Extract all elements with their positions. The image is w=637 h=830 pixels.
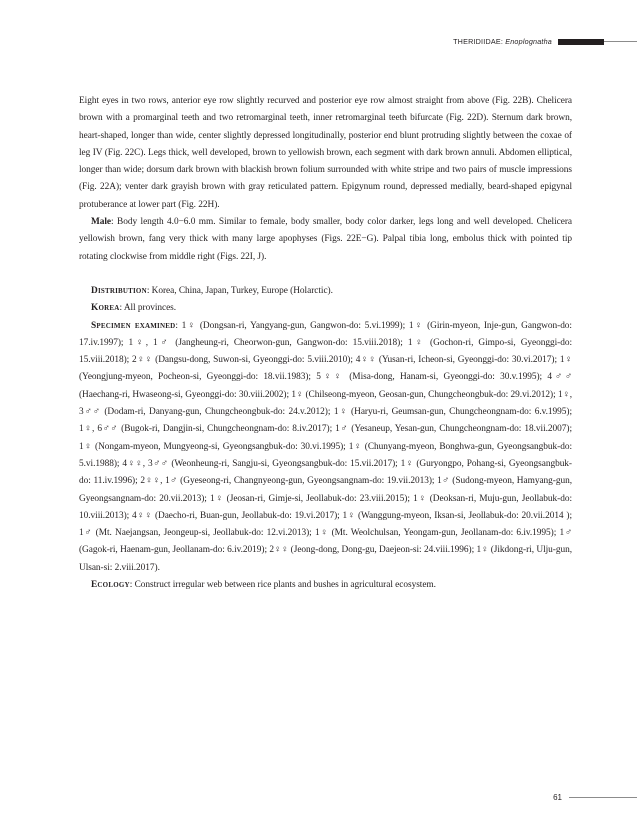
korea-label: Korea xyxy=(91,303,120,314)
korea-text: : All provinces. xyxy=(119,303,177,314)
ecology-text: : Construct irregular web between rice plants and bushes in agricultural ecosystem. xyxy=(129,580,436,591)
footer-rule xyxy=(569,797,637,798)
distribution-text: : Korea, China, Japan, Turkey, Europe (Holarctic). xyxy=(146,285,333,296)
ecology-paragraph xyxy=(79,577,572,594)
specimen-text: : 1♀ (Dongsan-ri, Yangyang-gun, Gangwon-do: 5.vi.1999); 1♀ (Girin-myeon, Inje-gun, Gangwon-do: 17.iv.1997); 1♀, 1♂ (Jangheung-ri, Cheorwon-gun, Gangwon-do: 15.viii.2018); 1♀ (Gochon-ri, Gimpo-si, Gyeonggi-do: 15.viii.2018); 2♀♀ (Dangsu-dong, Suwon-si, Gyeonggi-do: 5.viii.2010); 4♀♀ (Yusan-ri, Icheon-si, Gyeonggi-do: 30.vi.2017); 1♀ (Yeongjung-myeon, Pocheon-si, Gyeonggi-do: 18.vii.1983); 5♀♀ (Misa-dong, Hanam-si, Gyeonggi-do: 30.v.1995); 4♂♂ (Haechang-ri, Hwaseong-si, Gyeonggi-do: 30.viii.2002); 1♀ (Chilseong-myeon, Geosan-gun, Chungcheongbuk-do: 29.vi.2012); 1♀, 3♂♂ (Dodam-ri, Danyang-gun, Chungcheongbuk-do: 24.v.2012); 1♀ (Haryu-ri, Geumsan-gun, Chungcheongnam-do: 6.v.1995); 1♀, 6♂♂ (Bugok-ri, Dangjin-si, Chungcheongnam-do: 8.iv.2017); 1♂ (Yesaneup, Yesan-gun, Chungcheongnam-do: 18.vii.2007); 1♀ (Nongam-myeon, Mungyeong-si, Gyeongsangbuk-do: 30.vi.1995); 1♀ (Chunyang-myeon, Bonghwa-gun, Gyeongsangbuk-do: 5.vi.1988); 4♀♀, 3♂♂ (Weonheung-ri, Sangju-si, Gyeongsangbuk-do: 15.vii.2017); 1♀ (Guryongpo, Pohang-si, Gyeongsangbuk-do: 11.iv.1996); 2♀♀, 1♂ (Gyeseong-ri, Changnyeong-gun, Gyeongsangnam-do: 19.vii.2013); 1♂ (Sudong-myeon, Hamyang-gun, Gyeongsangnam-do: 20.vii.2013); 1♀ (Jeosan-ri, Gimje-si, Jeollabuk-do: 23.viii.2015); 1♀ (Deoksan-ri, Muju-gun, Jeollabuk-do: 10.viii.2013); 4♀♀ (Daecho-ri, Buan-gun, Jeollabuk-do: 19.vi.2017); 1♀ (Wanggung-myeon, Iksan-si, Jeollabuk-do: 20.vii.2014 ); 1♂ (Mt. Naejangsan, Jeongeup-si, Jeollabuk-do: 12.vi.2013); 1♀ (Mt. Weolchulsan, Yeongam-gun, Jeollanam-do: 6.iv.1995); 1♂ (Gagok-ri, Haenam-gun, Jeollanam-do: 6.iv.2019); 2♀♀ (Jeong-dong, Dong-gu, Daejeon-si: 24.viii.1996); 1♀ (Jikdong-ri, Ulju-gun, Ulsan-si: 2.viii.2017). xyxy=(79,320,572,573)
male-label: Male xyxy=(91,217,112,228)
running-head-title xyxy=(453,37,552,46)
female-description: Eight eyes in two rows, anterior eye row slightly recurved and posterior eye row almost straight from above (Fig. 22B). Chelicera brown with a promarginal teeth and two retromarginal teeth, inner retromarginal teeth bifurcate (Fig. 22D). Sternum dark brown, heart-shaped, longer than wide, center slightly depressed longitudinally, posterior end blunt protruding slightly between the coxae of leg IV (Fig. 22C). Legs thick, well developed, brown to yellowish brown, each segment with dark brown annuli. Abdomen elliptical, longer than wide; dorsum dark brown with blackish brown folium surrounded with white stripe and two pairs of muscle impressions (Fig. 22A); venter dark grayish brown with gray reticulated pattern. Epigynum round, depressed medially, beard-shaped epigynal protuberance at lower part (Fig. 22H). xyxy=(79,96,572,210)
running-head-rule xyxy=(604,41,637,42)
section-gap xyxy=(79,266,572,283)
male-paragraph xyxy=(79,214,572,266)
specimen-label: Specimen examined xyxy=(91,320,176,331)
korea-paragraph xyxy=(79,300,572,317)
male-text: : Body length 4.0−6.0 mm. Similar to female, body smaller, body color darker, legs long and well developed. Chelicera yellowish brown, fang very thick with many large apophyses (Figs. 22E−G). Palpal tibia long, embolus thick with pointed tip rotating clockwise from middle right (Figs. 22I, J). xyxy=(79,217,572,262)
ecology-label: Ecology xyxy=(91,580,130,591)
body-text xyxy=(79,93,572,594)
specimen-paragraph xyxy=(79,318,572,577)
running-head-bar xyxy=(558,39,604,45)
page-number: 61 xyxy=(553,793,562,802)
distribution-label: Distribution xyxy=(91,285,147,296)
running-head-genus: Enoplognatha xyxy=(505,37,552,46)
distribution-paragraph xyxy=(79,283,572,300)
running-head-family: THERIDIIDAE: xyxy=(453,37,504,46)
page-footer xyxy=(553,793,637,802)
running-head xyxy=(453,37,637,46)
